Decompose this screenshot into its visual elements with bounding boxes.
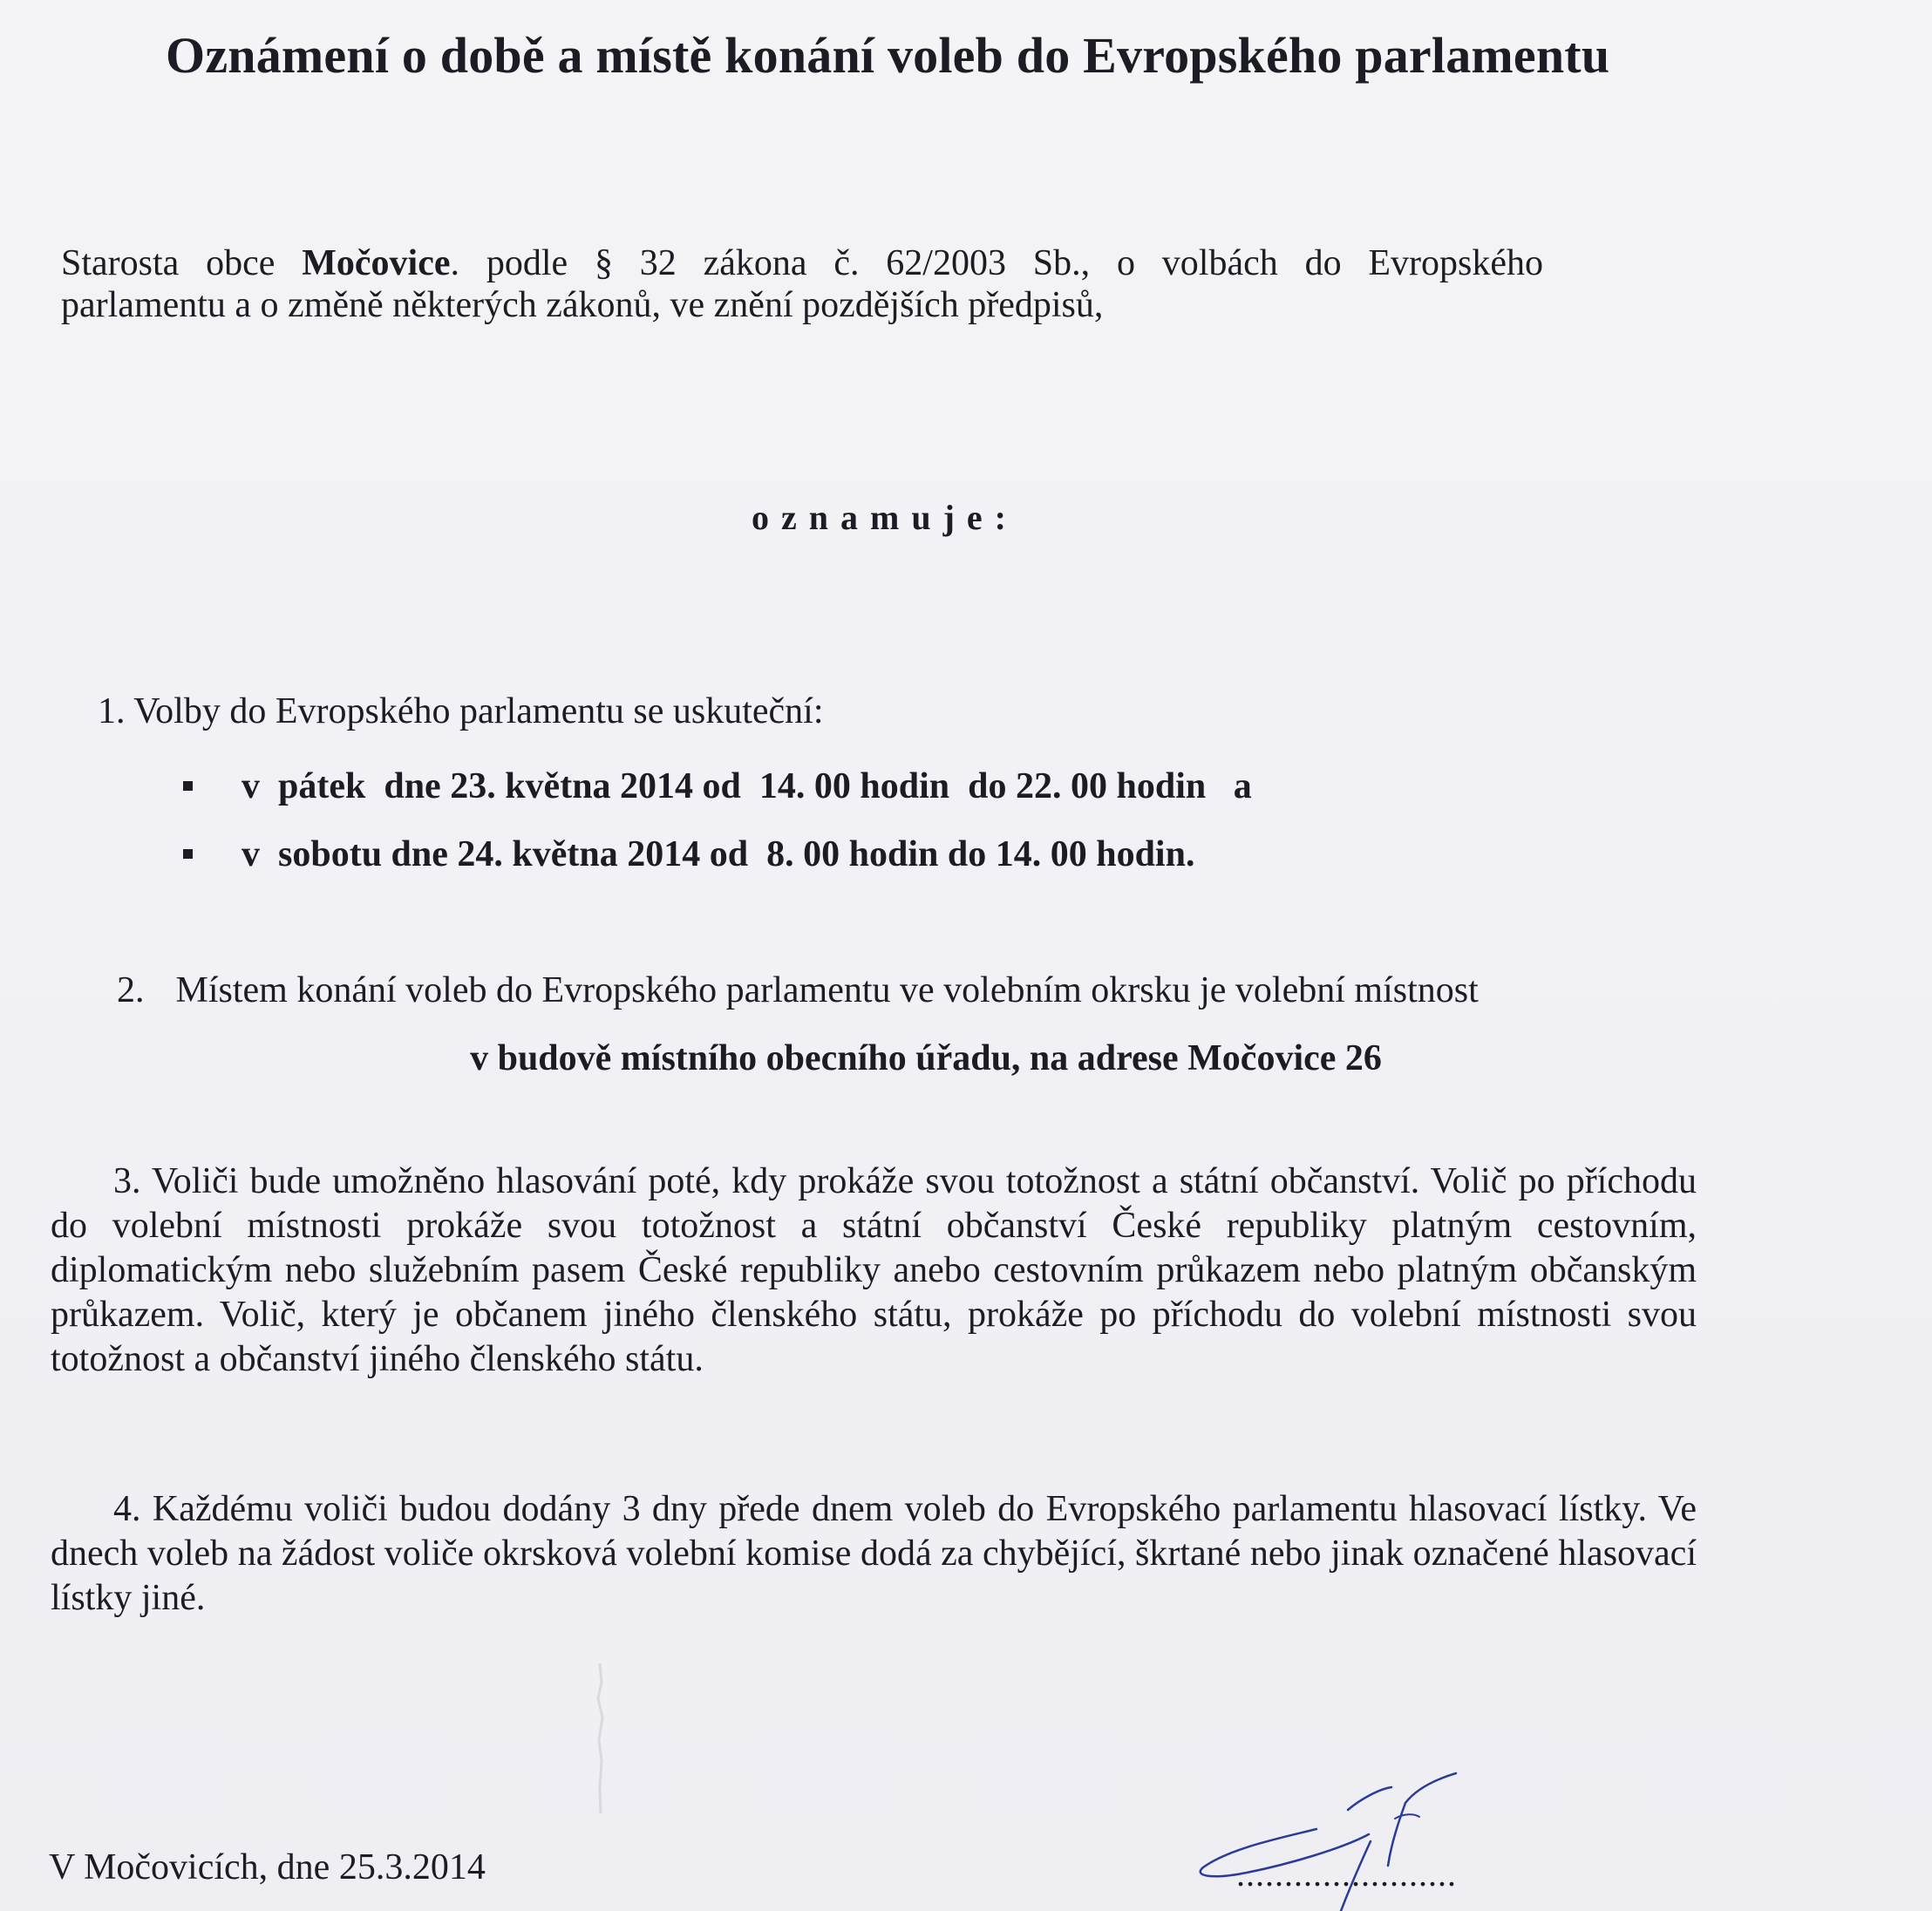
announces-heading: oznamuje: [752,498,1018,537]
bullet-text-saturday: v sobotu dne 24. května 2014 od 8. 00 hodin do 14. 00 hodin. [242,834,1195,874]
point-1-text: 1. Volby do Evropského parlamentu se uskuteční: [98,691,824,731]
bullet-item-friday [183,765,1252,807]
bullet-square-icon [183,849,193,859]
bullet-square-icon [183,781,193,791]
point-4-paragraph: 4. Každému voliči budou dodány 3 dny přede dnem voleb do Evropského parlamentu hlasovací lístky. Ve dnech voleb na žádost voliče okrsková volební komise dodá za chybějící, škrtané nebo jinak označené hlasovací lístky jiné. [51,1489,1697,1618]
handwritten-signature [1186,1761,1500,1911]
document-title: Oznámení o době a místě konání voleb do Evropského parlamentu [166,27,1610,84]
bullet-text-friday: v pátek dne 23. května 2014 od 14. 00 hodin do 22. 00 hodin a [242,766,1252,806]
point-2-text [117,969,1479,1011]
intro-text-before: Starosta obce [61,243,303,283]
intro-paragraph [61,242,1543,326]
point-2-number: 2. [117,970,145,1010]
municipality-name: Močovice [302,243,451,283]
bullet-item-saturday [183,833,1194,875]
location-text: v budově místního obecního úřadu, na adrese Močovice 26 [470,1038,1382,1078]
point-3-paragraph: 3. Voliči bude umožněno hlasování poté, kdy prokáže svou totožnost a státní občanství. Volič po příchodu do volební místnosti prokáže svou totožnost a státní občanství České republiky platným cestovním, diplomatickým nebo služebním pasem České republiky anebo cestovním průkazem nebo platným občanským průkazem. Volič, který je občanem jiného členského státu, prokáže po příchodu do volební místnosti svou totožnost a občanství jiného členského státu. [51,1161,1697,1379]
place-and-date: V Močovicích, dne 25.3.2014 [49,1847,486,1887]
scan-speck-mark [582,1656,617,1831]
intro-text-after: . podle § 32 zákona č. 62/2003 Sb., o volbách do Evropského [450,243,1544,283]
intro-line-1 [61,242,1543,284]
point-2-location [0,1037,1932,1079]
intro-line-2: parlamentu a o změně některých zákonů, ve znění pozdějších předpisů, [61,285,1104,325]
point-2-body: Místem konání voleb do Evropského parlamentu ve volebním okrsku je volební místnost [175,970,1479,1010]
signature-line: ....................... [1236,1854,1457,1894]
